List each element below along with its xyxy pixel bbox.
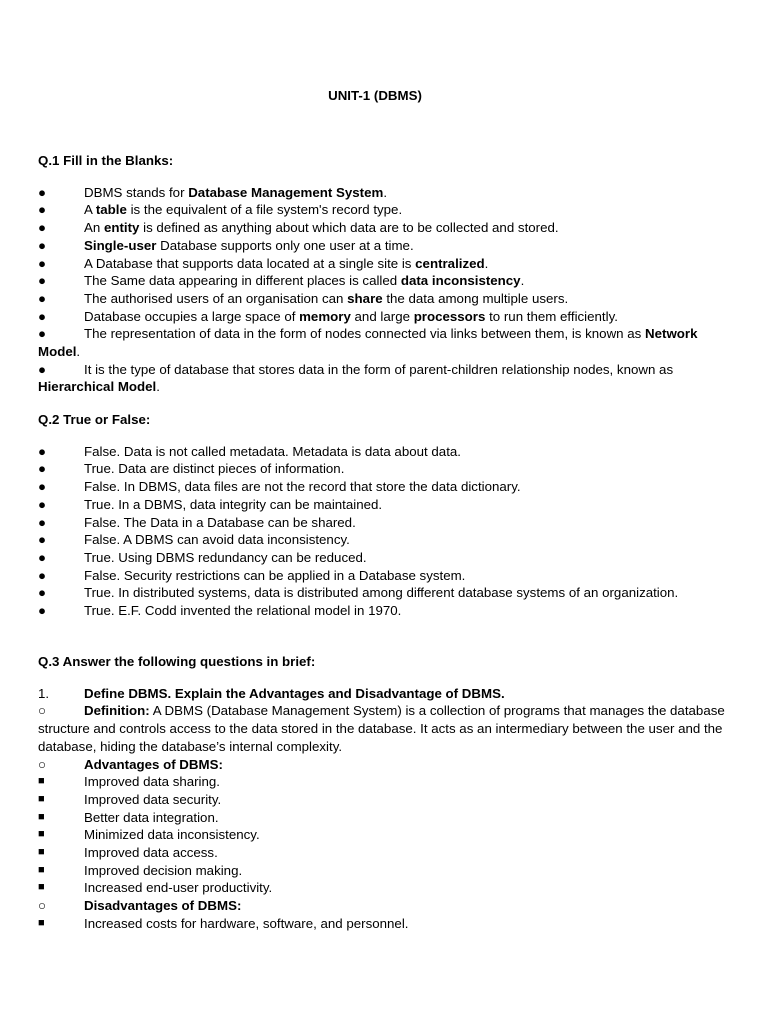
- page-title: UNIT-1 (DBMS): [328, 88, 422, 103]
- list-item: ● The authorised users of an organisation can share the data among multiple users.: [38, 290, 569, 306]
- list-item: ● The representation of data in the form of nodes connected via links between them, is known as Network Model.: [38, 326, 698, 360]
- list-item: ● It is the type of database that stores data in the form of parent-children relationship nodes, known as Hierarchical Model.: [38, 361, 674, 395]
- list-item: ■ Better data integration.: [38, 809, 219, 825]
- circle-bullet-icon: ○: [38, 756, 47, 772]
- list-item: ■ Increased end-user productivity.: [38, 880, 273, 896]
- section-q1: [38, 152, 728, 396]
- bullet-icon: ●: [38, 461, 47, 477]
- list-item: ● Single-user Database supports only one user at a time.: [38, 237, 414, 253]
- list-item: ● False. Data is not called metadata. Metadata is data about data.: [38, 443, 461, 459]
- bullet-icon: ●: [38, 220, 47, 236]
- bullet-icon: ●: [38, 567, 47, 583]
- bullet-icon: ●: [38, 290, 47, 306]
- list-item: ● A Database that supports data located at a single site is centralized.: [38, 255, 489, 271]
- list-item: ● DBMS stands for Database Management System.: [38, 184, 388, 200]
- list-item: ● False. The Data in a Database can be shared.: [38, 514, 356, 530]
- list-item: ■ Improved data sharing.: [38, 774, 221, 790]
- circle-bullet-icon: ○: [38, 898, 47, 914]
- list-item: ● Database occupies a large space of memory and large processors to run them efficiently.: [38, 308, 618, 324]
- square-bullet-icon: ■: [38, 792, 45, 805]
- square-bullet-icon: ■: [38, 846, 45, 859]
- list-item: ■ Increased costs for hardware, software, and personnel.: [38, 915, 409, 931]
- list-item: ■ Improved data security.: [38, 791, 222, 807]
- section-q2: [38, 411, 728, 620]
- bullet-icon: ●: [38, 361, 47, 377]
- list-item: ● True. In distributed systems, data is distributed among different database systems of an organization.: [38, 585, 679, 601]
- list-item: ● False. A DBMS can avoid data inconsistency.: [38, 532, 350, 548]
- question-1: [38, 685, 728, 703]
- bullet-icon: ●: [38, 308, 47, 324]
- square-bullet-icon: ■: [38, 775, 45, 788]
- list-item: ● An entity is defined as anything about which data are to be collected and stored.: [38, 220, 559, 236]
- list-item: ■ Minimized data inconsistency.: [38, 827, 260, 843]
- q3-heading: Q.3 Answer the following questions in brief:: [38, 654, 316, 669]
- bullet-icon: ●: [38, 479, 47, 495]
- section-q3: [38, 653, 728, 933]
- list-item: ● A table is the equivalent of a file system's record type.: [38, 202, 403, 218]
- square-bullet-icon: ■: [38, 828, 45, 841]
- bullet-icon: ●: [38, 255, 47, 271]
- bullet-icon: ●: [38, 443, 47, 459]
- question-text: Define DBMS. Explain the Advantages and Disadvantage of DBMS.: [84, 685, 505, 701]
- list-item: ● The Same data appearing in different places is called data inconsistency.: [38, 273, 525, 289]
- list-item: ● True. In a DBMS, data integrity can be maintained.: [38, 496, 383, 512]
- square-bullet-icon: ■: [38, 810, 45, 823]
- q2-heading: Q.2 True or False:: [38, 412, 151, 427]
- bullet-icon: ●: [38, 273, 47, 289]
- bullet-icon: ●: [38, 532, 47, 548]
- bullet-icon: ●: [38, 585, 47, 601]
- bullet-icon: ●: [38, 514, 47, 530]
- square-bullet-icon: ■: [38, 881, 45, 894]
- bullet-icon: ●: [38, 549, 47, 565]
- list-item: ● True. E.F. Codd invented the relational model in 1970.: [38, 603, 402, 619]
- definition: ○ Definition: A DBMS (Database Management System) is a collection of programs that manages the database structure and controls access to the data stored in the database. It acts as an intermediary between the user and the database, hiding the database’s internal complexity.: [38, 703, 725, 754]
- list-item: ● False. Security restrictions can be applied in a Database system.: [38, 567, 466, 583]
- advantages-heading: ○ Advantages of DBMS:: [38, 756, 223, 772]
- list-item: ● True. Data are distinct pieces of information.: [38, 461, 345, 477]
- square-bullet-icon: ■: [38, 916, 45, 929]
- bullet-icon: ●: [38, 237, 47, 253]
- disadvantages-heading: ○ Disadvantages of DBMS:: [38, 898, 242, 914]
- bullet-icon: ●: [38, 326, 47, 342]
- q1-heading: Q.1 Fill in the Blanks:: [38, 153, 174, 168]
- bullet-icon: ●: [38, 202, 47, 218]
- bullet-icon: ●: [38, 184, 47, 200]
- list-item: ● False. In DBMS, data files are not the record that store the data dictionary.: [38, 479, 521, 495]
- list-item: ■ Improved data access.: [38, 845, 218, 861]
- list-item: ■ Improved decision making.: [38, 862, 243, 878]
- list-item: ● True. Using DBMS redundancy can be reduced.: [38, 549, 367, 565]
- bullet-icon: ●: [38, 496, 47, 512]
- bullet-icon: ●: [38, 603, 47, 619]
- circle-bullet-icon: ○: [38, 703, 47, 719]
- question-number: 1.: [38, 685, 50, 701]
- square-bullet-icon: ■: [38, 863, 45, 876]
